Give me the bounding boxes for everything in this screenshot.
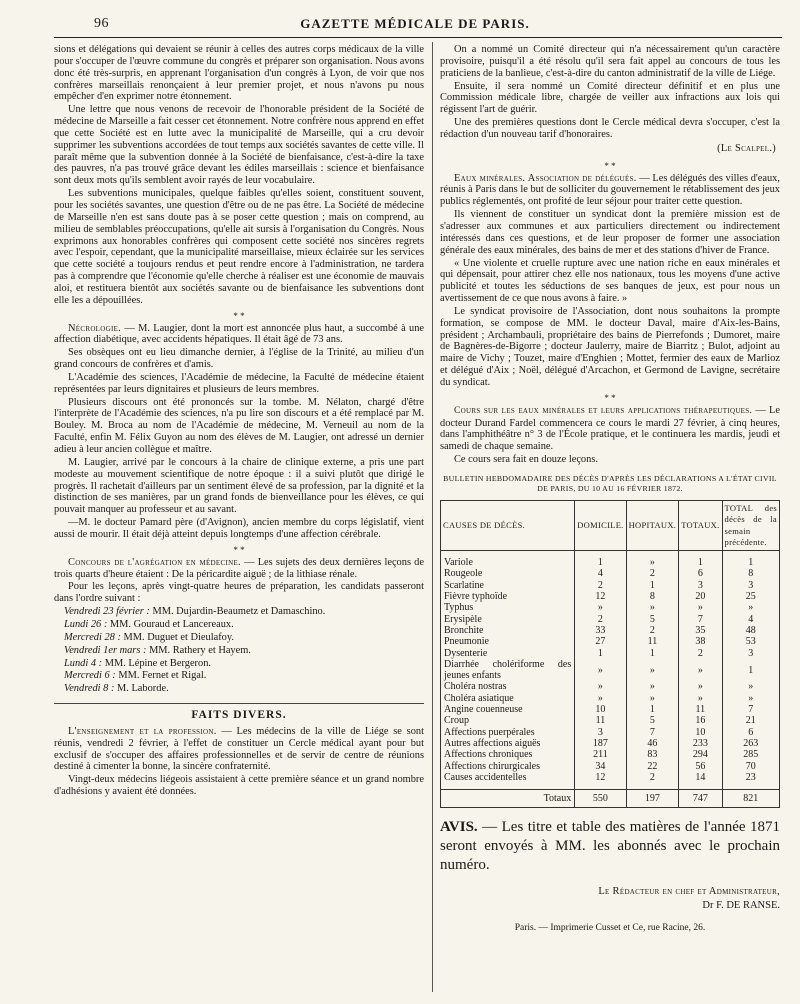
count-cell: 46 xyxy=(626,738,679,749)
enseignement-paragraph: L'enseignement et la profession. — Les médecins de la ville de Liége se sont réunis, vendredi 2 février, à l'effet de constituer un Cercle médical ayant pour but exclusif de s'occuper des affaires professionnelles et de servir de centre de réunions destiné à cimenter la bonne, la sincère confraternité. xyxy=(54,725,424,773)
column-header: CAUSES DE DÉCÈS. xyxy=(441,501,575,551)
count-cell: 1 xyxy=(575,648,626,659)
totals-row xyxy=(441,790,780,808)
count-cell: 263 xyxy=(722,738,779,749)
left-column xyxy=(54,44,424,799)
cause-cell: Choléra nostras xyxy=(441,681,575,692)
schedule-item: Vendredi 23 février : MM. Dujardin-Beaumetz et Damaschino. xyxy=(64,606,326,618)
column-header: TOTAL des décès de la semain précédente. xyxy=(722,501,779,551)
count-cell: 27 xyxy=(575,636,626,647)
count-cell: 8 xyxy=(626,591,679,602)
count-cell: 10 xyxy=(575,704,626,715)
cause-cell: Variole xyxy=(441,557,575,568)
count-cell: 2 xyxy=(626,568,679,579)
cause-cell: Dysenterie xyxy=(441,648,575,659)
editor-name: Dr F. DE RANSE. xyxy=(702,900,780,912)
count-cell: 7 xyxy=(679,614,722,625)
count-cell: 22 xyxy=(626,761,679,772)
concours-heading: Concours de l'agrégation en médecine. xyxy=(68,556,241,568)
editor-role: Le Rédacteur en chef et Administrateur, xyxy=(598,886,780,898)
cause-cell: Angine couenneuse xyxy=(441,704,575,715)
count-cell: 7 xyxy=(626,727,679,738)
count-cell: 6 xyxy=(722,727,779,738)
count-cell: 12 xyxy=(575,772,626,783)
totals-cell: 550 xyxy=(575,790,626,808)
count-cell: 11 xyxy=(626,636,679,647)
bulletin-title-line: DE PARIS, DU 10 AU 16 FÉVRIER 1872. xyxy=(537,484,683,493)
totals-label: Totaux xyxy=(441,790,575,808)
count-cell: » xyxy=(679,659,722,682)
schedule-item: Mercredi 6 : MM. Fernet et Rigal. xyxy=(64,670,207,682)
cause-cell: Choléra asiatique xyxy=(441,693,575,704)
table-row xyxy=(441,568,780,579)
count-cell: » xyxy=(626,557,679,568)
page-number: 96 xyxy=(94,16,109,31)
cause-cell: Bronchite xyxy=(441,625,575,636)
cause-cell: Causes accidentelles xyxy=(441,772,575,783)
schedule-item: Lundi 4 : MM. Lépine et Bergeron. xyxy=(64,657,212,669)
totals-cell: 821 xyxy=(722,790,779,808)
section-separator: * * xyxy=(233,544,245,555)
count-cell: 48 xyxy=(722,625,779,636)
table-row xyxy=(441,625,780,636)
count-cell: 1 xyxy=(575,557,626,568)
cause-cell: Croup xyxy=(441,715,575,726)
section-separator: * * xyxy=(604,392,616,403)
count-cell: 21 xyxy=(722,715,779,726)
count-cell: 187 xyxy=(575,738,626,749)
count-cell: » xyxy=(679,602,722,613)
column-header: HOPITAUX. xyxy=(626,501,679,551)
count-cell: 4 xyxy=(575,568,626,579)
count-cell: 6 xyxy=(679,568,722,579)
count-cell: 3 xyxy=(722,580,779,591)
count-cell: 2 xyxy=(575,614,626,625)
count-cell: » xyxy=(575,659,626,682)
count-cell: 70 xyxy=(722,761,779,772)
section-separator: * * xyxy=(604,160,616,171)
count-cell: 11 xyxy=(575,715,626,726)
faits-divers-title: FAITS DIVERS. xyxy=(54,703,424,722)
schedule-item: Mercredi 28 : MM. Duguet et Dieulafoy. xyxy=(64,631,234,643)
count-cell: 14 xyxy=(679,772,722,783)
count-cell: 12 xyxy=(575,591,626,602)
count-cell: 1 xyxy=(679,557,722,568)
right-column xyxy=(440,44,780,935)
paragraph: Vingt-deux médecins liégeois assistaient à cette première séance et un grand nombre d'adhésions y avaient été données. xyxy=(54,774,424,798)
count-cell: 4 xyxy=(722,614,779,625)
count-cell: 211 xyxy=(575,749,626,760)
count-cell: » xyxy=(575,681,626,692)
table-row xyxy=(441,772,780,783)
paragraph: —M. le docteur Pamard père (d'Avignon), ancien membre du corps législatif, vient aussi de mourir. Il était déjà atteint depuis longtemps d'une affection cérébrale. xyxy=(54,517,424,540)
count-cell: » xyxy=(679,693,722,704)
count-cell: 53 xyxy=(722,636,779,647)
count-cell: » xyxy=(575,602,626,613)
table-row xyxy=(441,761,780,772)
schedule-list xyxy=(54,606,424,695)
cours-paragraph: Cours sur les eaux minérales et leurs applications thérapeutiques. — Le docteur Durand Fardel commencera ce cours le mardi 27 février, à cinq heures, dans l'amphithéâtre n° 3 de l'École pratique, et le continuera les mardis, jeudi et samedi de chaque semaine. xyxy=(440,404,780,453)
eaux-paragraph: Eaux minérales. Association de délégués. — Les délégués des villes d'eaux, réunis à Paris dans le but de solliciter du gouvernement le rétablissement des jeux publics réglementés, ont profité de leur séjour pour traiter cette question. xyxy=(440,172,780,208)
paragraph: M. Laugier, arrivé par le concours à la chaire de clinique externe, a pris une part modeste au mouvement scientifique de notre époque : il a suivi plutôt que dirigé le progrès. Il rachetait d'ailleurs par un sentiment élevé de sa profession, par la dignité et la distinction de ses manières, par un grand fonds de bienveillance pour les élèves, ce qui pouvait manquer au professeur et au savant. xyxy=(54,456,424,516)
count-cell: 7 xyxy=(722,704,779,715)
count-cell: 1 xyxy=(626,648,679,659)
eaux-heading: Eaux minérales. Association de délégués. xyxy=(454,172,637,184)
count-cell: 285 xyxy=(722,749,779,760)
editor-signature xyxy=(440,885,780,913)
avis-notice: AVIS. — Les titre et table des matières de l'année 1871 seront envoyés à MM. les abonnés avec le prochain numéro. xyxy=(440,819,781,874)
count-cell: 1 xyxy=(722,557,779,568)
count-cell: 1 xyxy=(626,580,679,591)
schedule-item: Lundi 26 : MM. Gouraud et Lancereaux. xyxy=(64,618,234,630)
count-cell: 2 xyxy=(575,580,626,591)
paragraph: Le syndicat provisoire de l'Association, dont nous souhaitons la prompte formation, se compose de MM. le docteur Daval, maire d'Aix-les-Bains, président ; Archambauli, propriétaire des bains de Pierrefonds ; Dumoret, maire de Bagnères-de-Bigorre ; docteur Jaulerry, maire de Biarritz ; Bulot, adjoint au maire de Vichy ; Touzet, maire d'Enghien ; Mottet, fermier des eaux de Marlioz et délégué d'Aix ; Noël, délégué d'Arcachon, et Germond de Lavigne, secrétaire du syndicat. xyxy=(440,305,780,388)
cause-cell: Erysipèle xyxy=(441,614,575,625)
paragraph: Pour les leçons, après vingt-quatre heures de préparation, les candidats passeront dans l'ordre suivant : xyxy=(54,581,424,605)
page-header xyxy=(50,14,780,36)
count-cell: » xyxy=(679,681,722,692)
count-cell: 294 xyxy=(679,749,722,760)
count-cell: » xyxy=(722,693,779,704)
count-cell: 23 xyxy=(722,772,779,783)
count-cell: 233 xyxy=(679,738,722,749)
count-cell: 25 xyxy=(722,591,779,602)
count-cell: 2 xyxy=(626,625,679,636)
count-cell: 1 xyxy=(626,704,679,715)
bulletin-title-line: BULLETIN HEBDOMADAIRE DES DÉCÈS D'APRÈS LES DÉCLARATIONS A L'ÉTAT CIVIL xyxy=(443,474,777,483)
paragraph: Ses obsèques ont eu lieu dimanche dernier, à l'église de la Trinité, au milieu d'un grand concours de confrères et d'amis. xyxy=(54,347,424,371)
count-cell: » xyxy=(626,602,679,613)
column-divider xyxy=(432,42,433,992)
count-cell: » xyxy=(626,681,679,692)
printer-imprint: Paris. — Imprimerie Cusset et Ce, rue Racine, 26. xyxy=(514,923,706,934)
paragraph: sions et délégations qui devaient se réunir à celles des autres corps médicaux de la ville pour s'occuper de l'œuvre commune du congrès et préparer son organisation. Nous avons donc été très-surpris, en apprenant l'organisation d'un congrès à Lyon, de voir que nos confrères marseillais renonçaient à leur premier projet, et nous n'avons pu nous empêcher d'en exprimer notre étonnement. xyxy=(54,44,424,103)
paragraph: Une des premières questions dont le Cercle médical devra s'occuper, c'est la rédaction d'un nouveau tarif d'honoraires. xyxy=(440,117,780,140)
paragraph: Ce cours sera fait en douze leçons. xyxy=(454,454,598,466)
count-cell: 34 xyxy=(575,761,626,772)
count-cell: » xyxy=(575,693,626,704)
count-cell: 33 xyxy=(575,625,626,636)
column-header: TOTAUX. xyxy=(679,501,722,551)
count-cell: 3 xyxy=(679,580,722,591)
table-row xyxy=(441,580,780,591)
cause-cell: Typhus xyxy=(441,602,575,613)
table-row xyxy=(441,602,780,613)
table-row xyxy=(441,648,780,659)
count-cell: 2 xyxy=(679,648,722,659)
table-row xyxy=(441,693,780,704)
column-header: DOMICILE. xyxy=(575,501,626,551)
count-cell: » xyxy=(626,659,679,682)
table-row xyxy=(441,738,780,749)
count-cell: 3 xyxy=(575,727,626,738)
table-row xyxy=(441,704,780,715)
table-row xyxy=(441,591,780,602)
count-cell: 20 xyxy=(679,591,722,602)
table-row xyxy=(441,636,780,647)
necrologie-paragraph: Nécrologie. — M. Laugier, dont la mort est annoncée plus haut, a succombé à une affection diabétique, avec accidents hépatiques. Il était âgé de 73 ans. xyxy=(54,322,424,346)
count-cell: » xyxy=(722,681,779,692)
cause-cell: Affections puerpérales xyxy=(441,727,575,738)
cause-cell: Rougeole xyxy=(441,568,575,579)
cours-heading: Cours sur les eaux minérales et leurs applications thérapeutiques. xyxy=(454,405,753,416)
count-cell: 3 xyxy=(722,648,779,659)
paragraph: « Une violente et cruelle rupture avec une nation riche en eaux minérales et qui dépensait, pour attirer chez elle nos nationaux, tous les moyens d'une active publicité et toutes les séductions de ses banques de jeux, est pour nous un avertissement de ce que nous avons à faire. » xyxy=(440,257,780,305)
source-signature: (Le Scalpel.) xyxy=(717,142,776,154)
paragraph: Plusieurs discours ont été prononcés sur la tombe. M. Nélaton, chargé d'être l'interprète de l'Académie des sciences, n'a pu lire son discours et a été remplacé par M. Bouley. M. Broca au nom de l'Académie de médecine, M. Verneuil au nom de la Faculté, enfin M. Félix Guyon au nom des élèves de M. Laugier, ont adressé un dernier adieu à leur ancien collègue et maître. xyxy=(54,396,424,455)
header-rule xyxy=(54,37,782,38)
paragraph: Une lettre que nous venons de recevoir de l'honorable président de la Société de médecine de Marseille a fait cesser cet étonnement. Notre confrère nous apprend en effet que cette Société est en lutte avec la municipalité de Marseille, qui a cru devoir supprimer les subventions accordées de tout temps aux sociétés savantes de cette ville. Il paraît même que la subvention donnée à la Société de bienfaisance, c'est-à-dire la taxe des pauvres, n'a pas trouvé grâce devant les édiles marseillais : science et bienfaisance sont deux mots qu'ils semblent avoir rayés de leur vocabulaire. xyxy=(54,104,424,187)
count-cell: 8 xyxy=(722,568,779,579)
table-body xyxy=(441,551,780,808)
enseignement-heading: L'enseignement et la profession. xyxy=(68,725,217,737)
necrologie-heading: Nécrologie. xyxy=(68,322,122,334)
totals-cell: 197 xyxy=(626,790,679,808)
count-cell: 2 xyxy=(626,772,679,783)
count-cell: 11 xyxy=(679,704,722,715)
section-separator: * * xyxy=(233,310,245,321)
cause-cell: Autres affections aiguës xyxy=(441,738,575,749)
count-cell: » xyxy=(626,693,679,704)
table-row xyxy=(441,749,780,760)
count-cell: » xyxy=(722,602,779,613)
concours-paragraph: Concours de l'agrégation en médecine. — Les sujets des deux dernières leçons de trois quarts d'heure étaient : De la péricardite aiguë ; de la lithiase rénale. xyxy=(54,556,424,580)
count-cell: 56 xyxy=(679,761,722,772)
paragraph: Ensuite, il sera nommé un Comité directeur définitif et en plus une Commission médicale libre, chargée de veiller aux infractions aux lois qui régissent l'art de guérir. xyxy=(440,80,780,116)
count-cell: 10 xyxy=(679,727,722,738)
cause-cell: Affections chroniques xyxy=(441,749,575,760)
paragraph: On a nommé un Comité directeur qui n'a nécessairement qu'un caractère provisoire, puisqu'il a été résolu qu'il sera fait appel au concours de tous les praticiens de la banlieue, c'est-à-dire du canton administratif de la ville de Liége. xyxy=(440,44,780,79)
deaths-table xyxy=(440,500,780,808)
cause-cell: Pneumonie xyxy=(441,636,575,647)
paragraph: Les subventions municipales, quelque faibles qu'elles soient, constituent souvent, pour les sociétés savantes, une question d'être ou de ne pas être. La Société de médecine de Marseille n'en est sans doute pas à se poser cette question ; mais on comprend, au milieu de semblables préoccupations, qu'elle ait sursis à l'organisation du Congrès. Nous exprimons aux honorables confrères qui composent cette société nos sincères regrets avec l'espoir, cependant, que la municipalité marseillaise, mieux éclairée sur les services que cette société a toujours rendus et peut rendre encore à l'administration, ne tardera pas à comprendre que l'économie qu'elle cherche à réaliser est une économie de mauvais aloi, et restituera bientôt aux sociétés savante ou de bienfaisance les subventions dont elle les a dépouillées. xyxy=(54,188,424,306)
paragraph: Ils viennent de constituer un syndicat dont la première mission est de s'adresser aux communes et aux particuliers directement ou indirectement intéressés dans ces questions, et de leur proposer de former une association générale des eaux minérales, des bains de mer et des stations d'hiver de France. xyxy=(440,209,780,256)
count-cell: 38 xyxy=(679,636,722,647)
count-cell: 35 xyxy=(679,625,722,636)
cause-cell: Fièvre typhoïde xyxy=(441,591,575,602)
paragraph: L'Académie des sciences, l'Académie de médecine, la Faculté de médecine étaient représentées par leurs dignitaires et plusieurs de leurs membres. xyxy=(54,371,424,395)
bulletin-title xyxy=(440,474,780,494)
table-row xyxy=(441,659,780,682)
avis-heading: AVIS. xyxy=(440,819,478,836)
cause-cell: Affections chirurgicales xyxy=(441,761,575,772)
table-row xyxy=(441,557,780,568)
count-cell: 83 xyxy=(626,749,679,760)
journal-title: GAZETTE MÉDICALE DE PARIS. xyxy=(300,16,530,31)
count-cell: 5 xyxy=(626,715,679,726)
schedule-item: Vendredi 8 : M. Laborde. xyxy=(64,683,169,695)
count-cell: 1 xyxy=(722,659,779,682)
totals-cell: 747 xyxy=(679,790,722,808)
schedule-item: Vendredi 1er mars : MM. Rathery et Hayem. xyxy=(64,644,251,656)
table-row xyxy=(441,727,780,738)
cause-cell: Diarrhée cholériforme des jeunes enfants xyxy=(441,659,575,682)
table-row xyxy=(441,614,780,625)
table-header-row xyxy=(441,501,780,551)
count-cell: 5 xyxy=(626,614,679,625)
table-row xyxy=(441,681,780,692)
table-row xyxy=(441,715,780,726)
count-cell: 16 xyxy=(679,715,722,726)
cause-cell: Scarlatine xyxy=(441,580,575,591)
